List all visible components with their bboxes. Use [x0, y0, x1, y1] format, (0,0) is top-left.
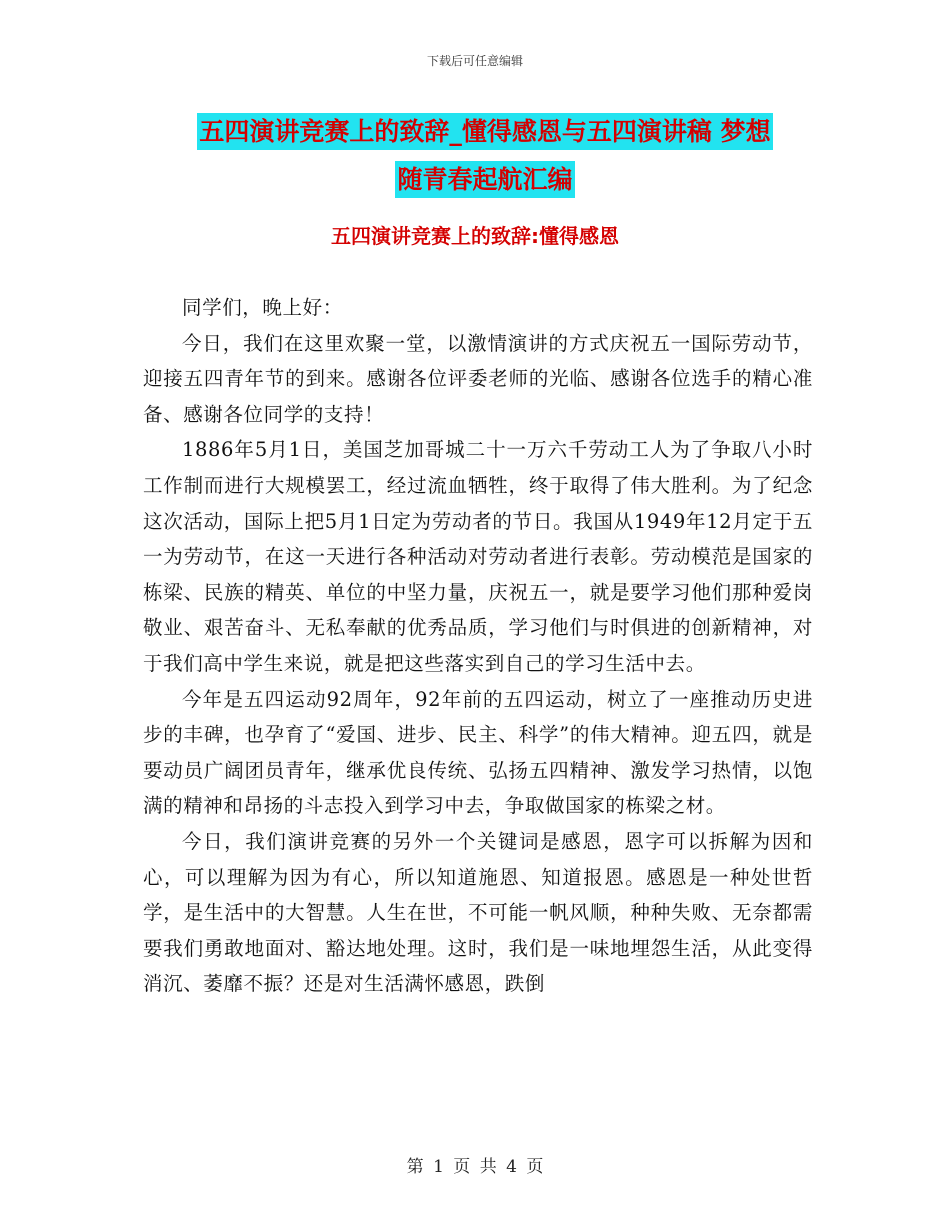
paragraph: 1886年5月1日，美国芝加哥城二十一万六千劳动工人为了争取八小时工作制而进行大规模罢工，经过流血牺牲，终于取得了伟大胜利。为了纪念这次活动，国际上把5月1日定为劳动者的节日。我国从1949年12月定于五一为劳动节，在这一天进行各种活动对劳动者进行表彰。劳动模范是国家的栋梁、民族的精英、单位的中坚力量，庆祝五一，就是要学习他们那种爱岗敬业、艰苦奋斗、无私奉献的优秀品质，学习他们与时俱进的创新精神，对于我们高中学生来说，就是把这些落实到自己的学习生活中去。	[143, 438, 813, 675]
document-title-line-2: 随青春起航汇编	[395, 161, 574, 198]
page-footer-page-number: 第 1 页 共 4 页	[406, 1157, 544, 1177]
document-body	[143, 290, 813, 1002]
document-title	[140, 108, 830, 204]
paragraph: 今日，我们演讲竞赛的另外一个关键词是感恩，恩字可以拆解为因和心，可以理解为因为有心，所以知道施恩、知道报恩。感恩是一种处世哲学，是生活中的大智慧。人生在世，不可能一帆风顺，种种失败、无奈都需要我们勇敢地面对、豁达地处理。这时，我们是一味地埋怨生活，从此变得消沉、萎靡不振？还是对生活满怀感恩，跌倒	[143, 829, 813, 996]
section-title: 五四演讲竞赛上的致辞:懂得感恩	[331, 224, 619, 248]
paragraph: 今年是五四运动92周年，92年前的五四运动，树立了一座推动历史进步的丰碑，也孕育了“爱国、进步、民主、科学”的伟大精神。迎五四，就是要动员广阔团员青年，继承优良传统、弘扬五四精神、激发学习热情，以饱满的精神和昂扬的斗志投入到学习中去，争取做国家的栋梁之材。	[143, 687, 813, 818]
page-header-note: 下载后可任意编辑	[426, 54, 523, 68]
document-title-line-1: 五四演讲竞赛上的致辞_懂得感恩与五四演讲稿 梦想	[197, 113, 772, 150]
paragraph-greeting: 同学们，晚上好：	[182, 296, 343, 319]
paragraph: 今日，我们在这里欢聚一堂，以激情演讲的方式庆祝五一国际劳动节，迎接五四青年节的到来。感谢各位评委老师的光临、感谢各位选手的精心准备、感谢各位同学的支持！	[143, 331, 813, 426]
